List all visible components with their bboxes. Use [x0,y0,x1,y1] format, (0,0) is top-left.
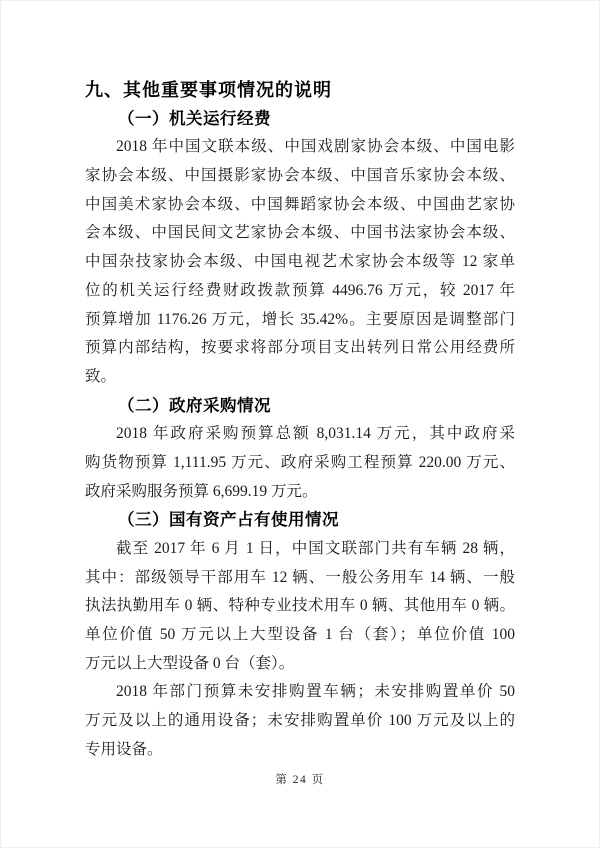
text-line: 截至 2017 年 6 月 1 日，中国文联部门共有车辆 28 辆， [116,540,515,557]
text-line: 2018 年政府采购预算总额 8,031.14 万元，其中政府采 [116,425,515,443]
document-body [85,76,515,765]
subsection-heading: （三）国有资产占有使用情况 [118,511,339,530]
page-number: 第 24 页 [275,774,325,786]
subsection-heading: （二）政府采购情况 [118,396,271,415]
text-line: 政府采购服务预算 6,699.19 万元。 [85,482,318,500]
text-line: 家协会本级、中国摄影家协会本级、中国音乐家协会本级、 [85,167,515,185]
text-line: 其中：部级领导干部用车 12 辆、一般公务用车 14 辆、一般 [85,568,515,586]
text-line: 中国杂技家协会本级、中国电视艺术家协会本级等 12 家单 [85,253,515,271]
text-line: 会本级、中国民间文艺家协会本级、中国书法家协会本级、 [85,224,515,242]
text-line: 2018 年部门预算未安排购置车辆；未安排购置单价 50 [116,683,515,701]
section-heading: 九、其他重要事项情况的说明 [85,80,332,100]
text-line: 中国美术家协会本级、中国舞蹈家协会本级、中国曲艺家协 [85,195,515,213]
text-line: 万元及以上的通用设备；未安排购置单价 100 万元及以上的 [85,712,515,730]
text-line: 位的机关运行经费财政拨款预算 4496.76 万元，较 2017 年 [85,281,515,299]
text-line: 单位价值 50 万元以上大型设备 1 台（套）；单位价值 100 [85,626,515,644]
text-line: 购货物预算 1,111.95 万元、政府采购工程预算 220.00 万元、 [85,453,515,471]
text-line: 致。 [85,367,117,385]
text-line: 预算内部结构，按要求将部分项目支出转列日常公用经费所 [85,339,515,357]
text-line: 万元以上大型设备 0 台（套）。 [85,654,295,672]
text-line: 执法执勤用车 0 辆、特种专业技术用车 0 辆、其他用车 0 辆。 [85,597,515,615]
text-line: 2018 年中国文联本级、中国戏剧家协会本级、中国电影 [116,138,515,156]
text-line: 专用设备。 [85,740,163,758]
text-line: 预算增加 1176.26 万元，增长 35.42%。主要原因是调整部门 [85,310,515,328]
subsection-heading: （一）机关运行经费 [118,109,271,128]
